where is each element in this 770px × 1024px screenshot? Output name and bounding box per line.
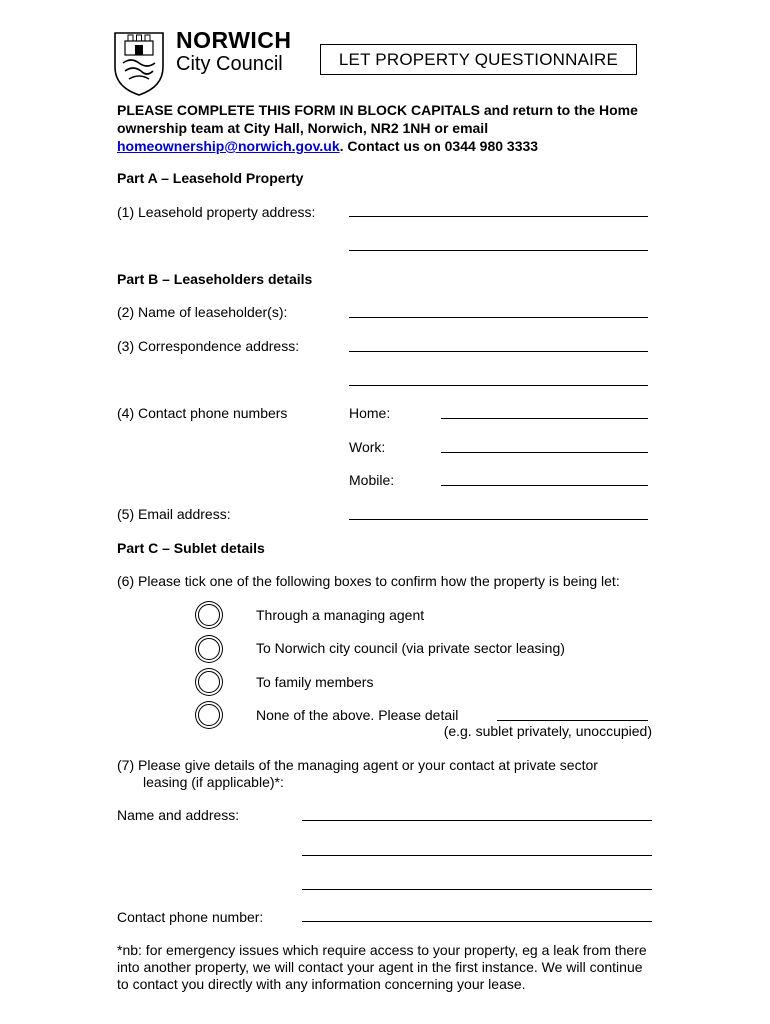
agent-name-address-line-3[interactable] (302, 889, 652, 890)
agent-contact-phone-line[interactable] (302, 921, 652, 922)
part-c-heading: Part C – Sublet details (117, 540, 265, 556)
intro-paragraph (117, 101, 657, 155)
option-label-family-members: To family members (256, 674, 374, 690)
emergency-note: *nb: for emergency issues which require access to your property, eg a leak from there into another property, we will contact your agent in the first instance. We will continue to contact you directly with any information concerning your lease. (117, 942, 647, 992)
email-link[interactable]: homeownership@norwich.gov.uk (117, 138, 340, 154)
q5-label: (5) Email address: (117, 506, 231, 522)
intro-contact-text: . Contact us on 0344 980 3333 (339, 138, 539, 154)
agent-name-address-line-1[interactable] (302, 820, 652, 821)
q4-label: (4) Contact phone numbers (117, 405, 288, 421)
option-hint: (e.g. sublet privately, unoccupied) (443, 723, 652, 739)
q3-label: (3) Correspondence address: (117, 338, 300, 354)
q7-label-line1: (7) Please give details of the managing agent or your contact at private sector (117, 757, 598, 773)
q7-label-line2: leasing (if applicable)*: (143, 774, 284, 790)
q6-label: (6) Please tick one of the following boxes to confirm how the property is being let: (117, 573, 620, 589)
email-address-line[interactable] (349, 519, 648, 520)
correspondence-address-line-1[interactable] (349, 351, 648, 352)
property-address-line-1[interactable] (349, 216, 648, 217)
work-phone-label: Work: (349, 439, 386, 455)
logo-wordmark-line1: NORWICH (176, 27, 292, 53)
mobile-phone-label: Mobile: (349, 472, 395, 488)
q2-label: (2) Name of leaseholder(s): (117, 304, 288, 320)
agent-name-address-line-2[interactable] (302, 855, 652, 856)
property-address-line-2[interactable] (349, 250, 648, 251)
leaseholder-name-line[interactable] (349, 317, 648, 318)
option-checkbox-family-members[interactable] (198, 671, 220, 693)
home-phone-label: Home: (349, 405, 391, 421)
home-phone-line[interactable] (441, 418, 648, 419)
part-a-heading: Part A – Leasehold Property (117, 170, 304, 186)
option-checkbox-none-of-above[interactable] (198, 704, 220, 726)
option-label-managing-agent: Through a managing agent (256, 607, 425, 623)
logo-wordmark-line2: City Council (176, 53, 283, 75)
form-title: LET PROPERTY QUESTIONNAIRE (320, 44, 637, 75)
q1-label: (1) Leasehold property address: (117, 204, 316, 220)
option-label-norwich-council: To Norwich city council (via private sector leasing) (256, 640, 565, 656)
name-address-label: Name and address: (117, 807, 240, 823)
contact-phone-label: Contact phone number: (117, 909, 264, 925)
intro-text: PLEASE COMPLETE THIS FORM IN BLOCK CAPITALS and return to the Home ownership team at City Hall, Norwich, NR2 1NH or email (117, 102, 638, 136)
option-checkbox-norwich-council[interactable] (198, 638, 220, 660)
option-label-none-of-above: None of the above. Please detail (256, 707, 459, 723)
part-b-heading: Part B – Leaseholders details (117, 271, 313, 287)
option-checkbox-managing-agent[interactable] (198, 604, 220, 626)
correspondence-address-line-2[interactable] (349, 385, 648, 386)
council-crest-logo (111, 27, 167, 97)
mobile-phone-line[interactable] (441, 485, 648, 486)
none-of-above-detail-line[interactable] (497, 720, 648, 721)
work-phone-line[interactable] (441, 452, 648, 453)
